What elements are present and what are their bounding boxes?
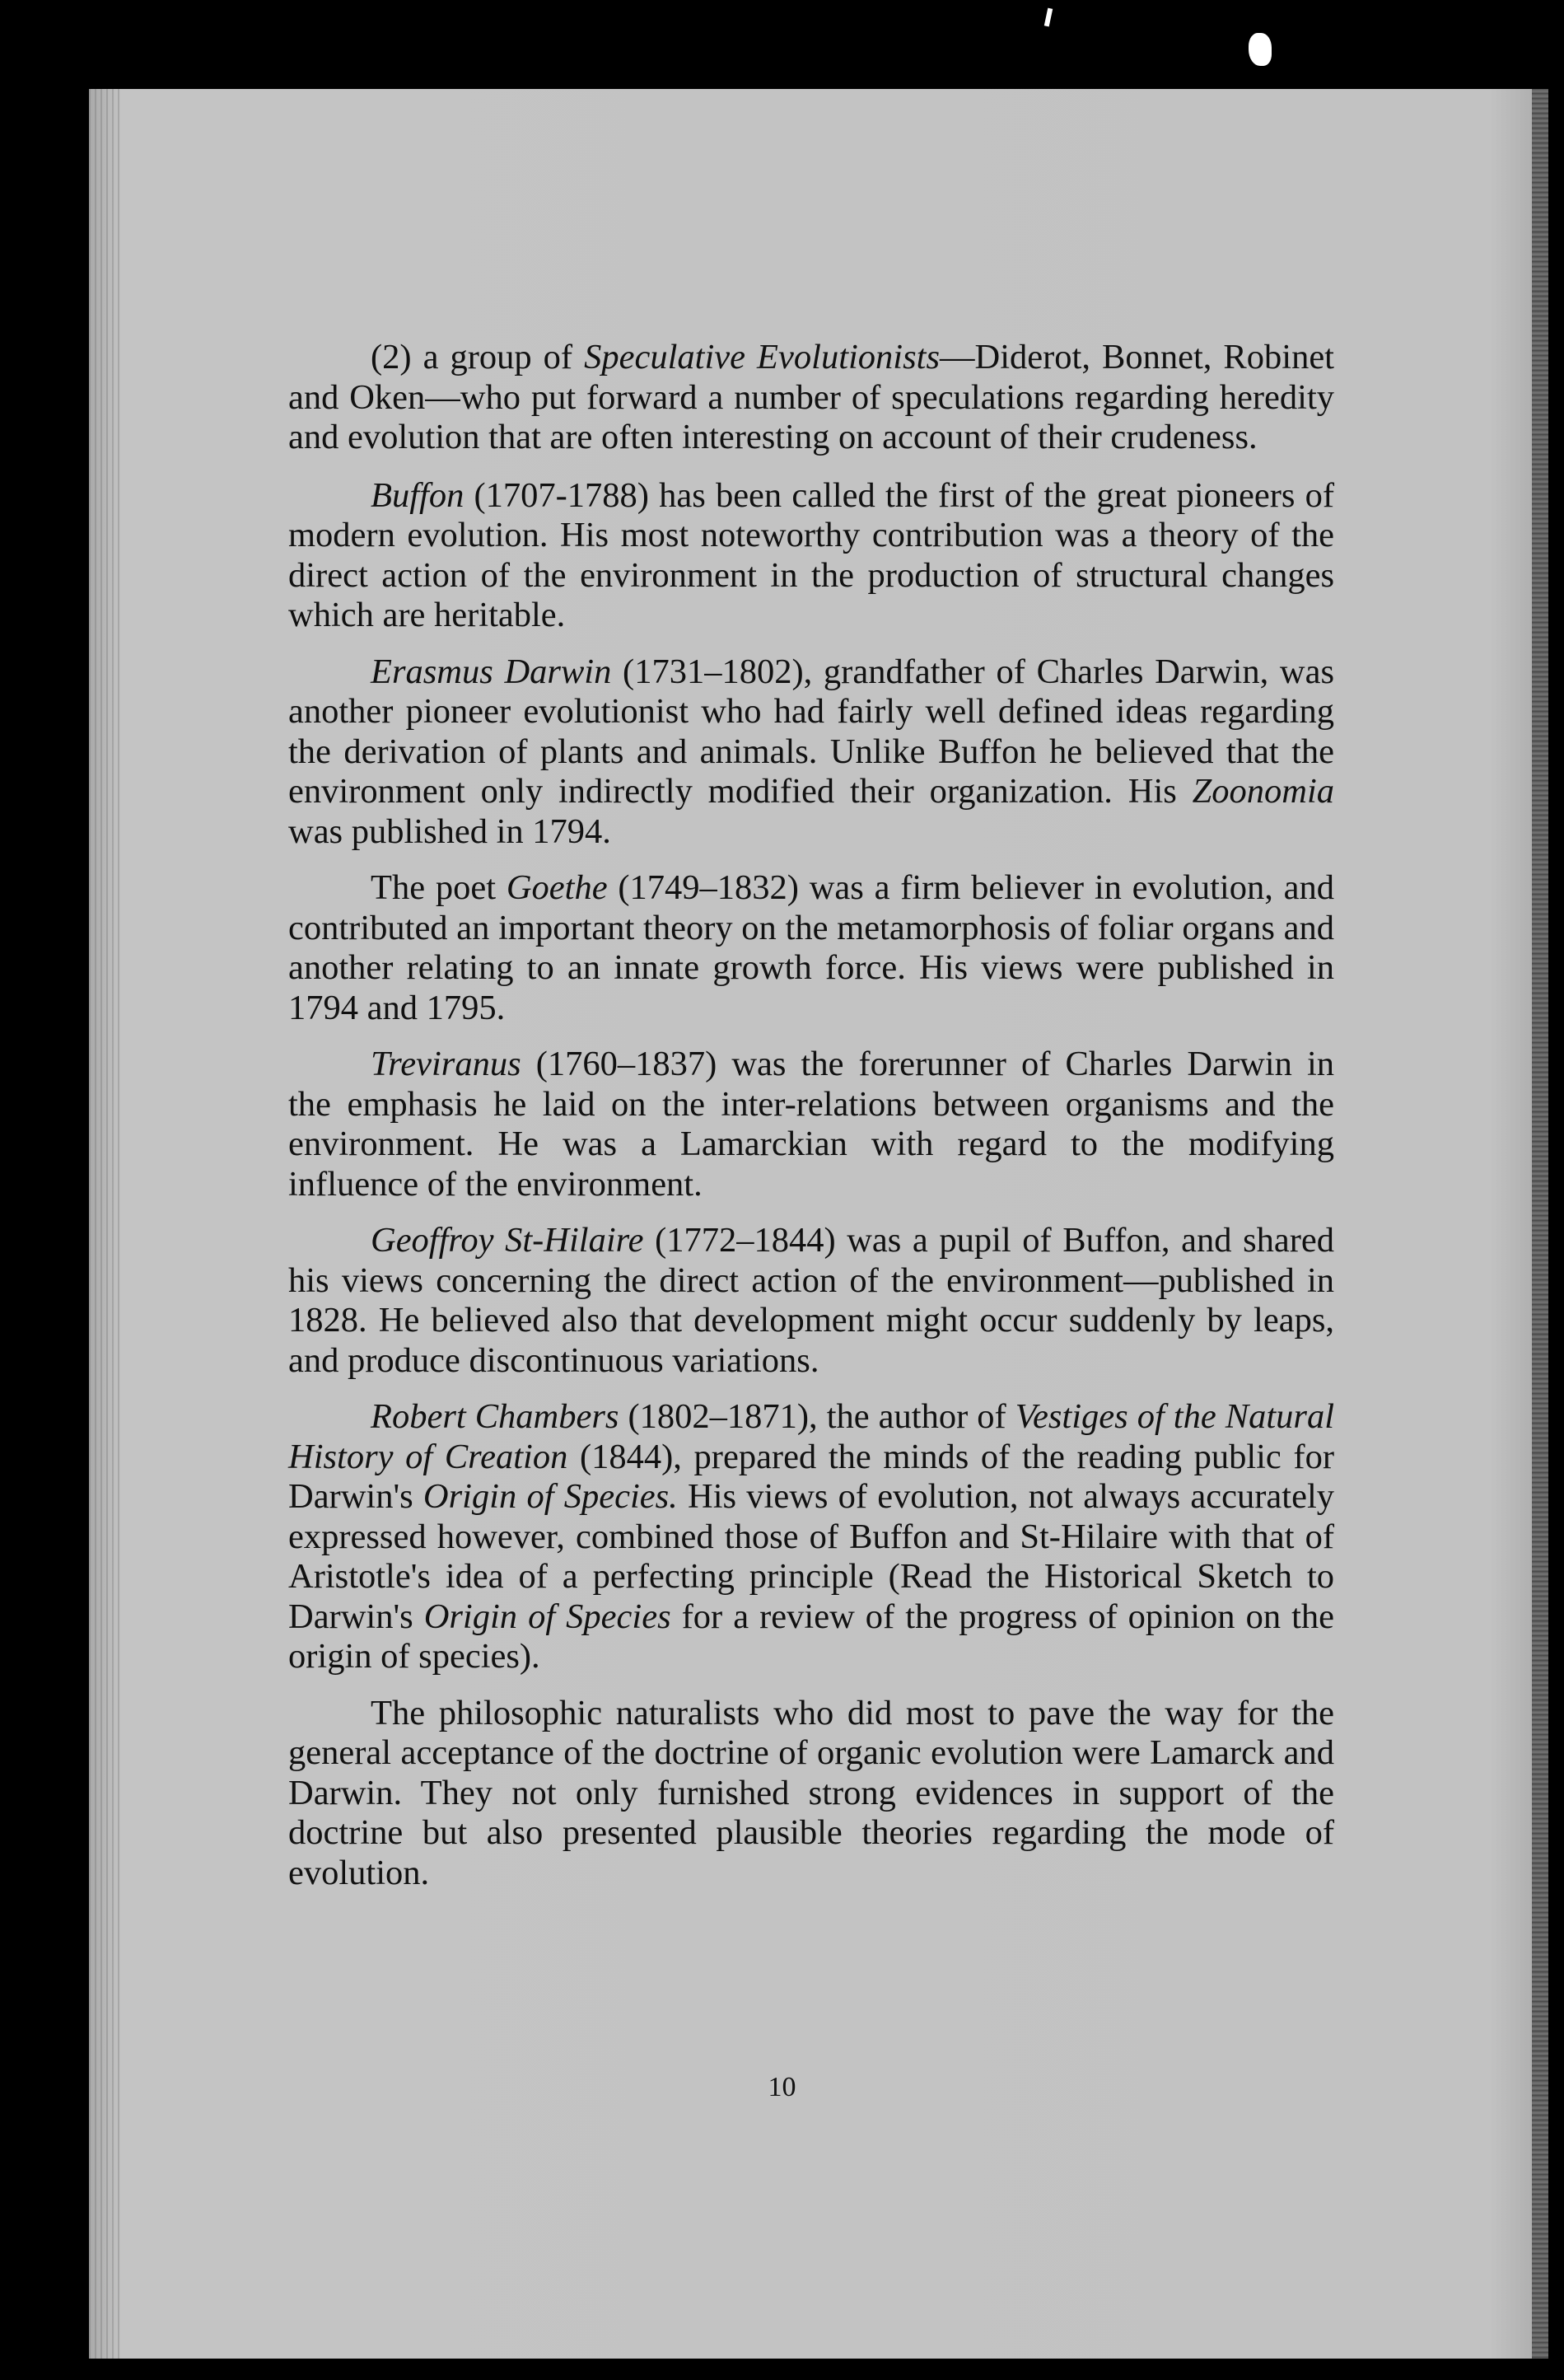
- text-run: for a review of the progress of opinion on the origin of species).: [288, 1597, 1335, 1676]
- text-run: The philosophic naturalists who did most to pave the way for the general acceptance of the doctrine of organic evolution were Lamarck and Darwin. They not only furnished strong evidences in support of the doctrine but also presented plausible theories regarding the mode of evolution.: [288, 1693, 1334, 1892]
- paragraph-erasmus-darwin: [288, 652, 1334, 853]
- paragraph-st-hilaire: [288, 1221, 1334, 1381]
- paragraph-chambers: [288, 1397, 1334, 1677]
- italic-term: Origin of Species.: [423, 1477, 678, 1516]
- binding-edge: [89, 89, 122, 2359]
- text-run: (1772–1844) was a pupil of Buffon, and shared his views concerning the direct action of the environment—published in 1828. He believed also that development might occur suddenly by leaps, and produce discontinuous variations.: [288, 1221, 1334, 1380]
- paragraph-speculative: [288, 338, 1334, 458]
- text-run: (1760–1837) was the forerunner of Charles Darwin in the emphasis he laid on the inter-relations between organisms and the environment. He was a Lamarckian with regard to the modifying influence of the environment.: [288, 1045, 1334, 1204]
- italic-term: Robert Chambers: [371, 1397, 619, 1436]
- italic-term: Geoffroy St-Hilaire: [371, 1221, 644, 1260]
- paragraph-treviranus: [288, 1045, 1334, 1204]
- italic-term: Speculative Evolutionists: [584, 338, 940, 376]
- italic-term: Goethe: [506, 868, 608, 907]
- page-right-edge: [1532, 89, 1548, 2359]
- italic-term: Treviranus: [371, 1045, 521, 1083]
- scan-artifact-blot: [1249, 33, 1272, 66]
- text-run: (1844), prepared the minds of the reading public for Darwin's: [288, 1437, 1334, 1516]
- body-text: [288, 338, 1334, 1910]
- paragraph-buffon: [288, 476, 1334, 636]
- text-run: (2) a group of: [371, 338, 585, 376]
- italic-term: Erasmus Darwin: [371, 652, 612, 691]
- text-run: His views of evolution, not always accurately expressed however, combined those of Buffon and St-Hilaire with that of Aristotle's idea of a perfecting principle (Read the Historical Sketch to Darwin's: [288, 1477, 1335, 1636]
- italic-term: Zoonomia: [1192, 772, 1334, 811]
- text-run: —Diderot, Bonnet, Robinet and Oken—who put forward a number of speculations regarding heredity and evolution that are often interesting on account of their crudeness.: [288, 338, 1334, 456]
- text-run: (1731–1802), grandfather of Charles Darwin, was another pioneer evolutionist who had fairly well defined ideas regarding the derivation of plants and animals. Unlike Buffon he believed that the environment only indirectly modified their organization. His: [288, 652, 1334, 811]
- italic-term: Buffon: [371, 475, 465, 515]
- paragraph-goethe: [288, 868, 1334, 1028]
- text-run: The poet: [371, 868, 507, 907]
- scan-artifact-mark: [1044, 8, 1053, 27]
- paragraph-philosophic: [288, 1694, 1334, 1894]
- page-number: 10: [768, 2072, 796, 2102]
- text-run: (1749–1832) was a firm believer in evolution, and contributed an important theory on the metamorphosis of foliar organs and another relating to an innate growth force. His views were published in 1794 and 1795.: [288, 868, 1334, 1027]
- text-run: (1802–1871), the author of: [619, 1397, 1015, 1436]
- italic-term: Vestiges of the Natural History of Creation: [288, 1397, 1335, 1476]
- italic-term: Origin of Species: [423, 1597, 671, 1636]
- text-run: (1707-1788) has been called the first of the great pioneers of modern evolution. His most noteworthy contribution was a theory of the direct action of the environment in the production of structural changes which are heritable.: [288, 475, 1334, 634]
- text-run: was published in 1794.: [288, 811, 611, 851]
